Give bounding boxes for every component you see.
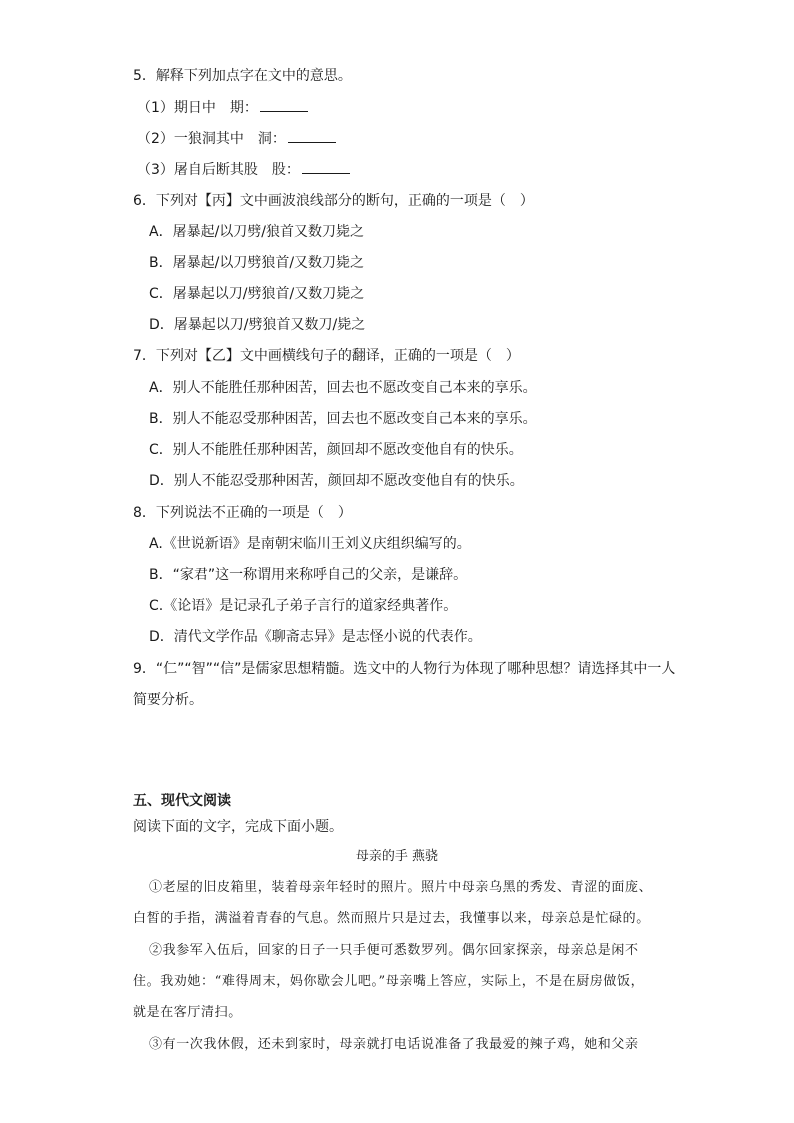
section-heading: 五、现代文阅读: [133, 793, 231, 809]
question-8-stem: 8．下列说法不正确的一项是（ ）: [133, 505, 352, 521]
item-label: （2）一狼洞其中 洞：: [137, 131, 286, 147]
question-6-option-c[interactable]: C．屠暴起以刀/劈狼首/又数刀毙之: [149, 286, 365, 302]
item-label: （3）屠自后断其股 股：: [137, 162, 300, 178]
question-7-option-d[interactable]: D．别人不能忍受那种困苦，颜回却不愿改变他自有的快乐。: [149, 473, 524, 489]
question-8-option-d[interactable]: D．清代文学作品《聊斋志异》是志怪小说的代表作。: [149, 629, 482, 645]
passage-line-3: ②我参军入伍后，回家的日子一只手便可悉数罗列。偶尔回家探亲，母亲总是闲不: [149, 943, 639, 958]
question-6-option-b[interactable]: B．屠暴起/以刀劈狼首/又数刀毙之: [149, 255, 365, 271]
question-8-option-b[interactable]: B．“家君”这一称谓用来称呼自己的父亲，是谦辞。: [149, 567, 468, 583]
passage-line-1: ①老屋的旧皮箱里，装着母亲年轻时的照片。照片中母亲乌黑的秀发、青涩的面庞、: [149, 880, 653, 895]
item-label: （1）期日中 期：: [137, 100, 258, 116]
passage-line-5: 就是在客厅清扫。: [133, 1005, 242, 1020]
question-8-option-c[interactable]: C.《论语》是记录孔子弟子言行的道家经典著作。: [149, 598, 458, 614]
question-9-stem-line-2: 简要分析。: [133, 692, 203, 708]
question-6-stem: 6．下列对【丙】文中画波浪线部分的断句，正确的一项是（ ）: [133, 193, 534, 209]
passage-line-2: 白皙的手指，满溢着青春的气息。然而照片只是过去，我懂事以来，母亲总是忙碌的。: [133, 911, 650, 926]
answer-blank[interactable]: [302, 161, 350, 174]
question-7-option-b[interactable]: B．别人不能忍受那种困苦，回去也不愿改变自己本来的享乐。: [149, 411, 537, 427]
question-7-stem: 7．下列对【乙】文中画横线句子的翻译，正确的一项是（ ）: [133, 348, 520, 364]
question-5-stem: 5．解释下列加点字在文中的意思。: [133, 68, 352, 84]
question-5-item-1: [137, 99, 308, 117]
section-instruction: 阅读下面的文字，完成下面小题。: [133, 819, 343, 835]
passage-title: 母亲的手 燕骁: [355, 849, 439, 864]
question-5-item-3: [137, 161, 350, 179]
answer-blank[interactable]: [260, 99, 308, 112]
question-6-option-d[interactable]: D．屠暴起以刀/劈狼首又数刀/毙之: [149, 317, 366, 333]
passage-line-6: ③有一次我休假，还未到家时，母亲就打电话说准备了我最爱的辣子鸡，她和父亲: [149, 1037, 639, 1052]
question-5-item-2: [137, 130, 336, 148]
question-9-stem-line-1: 9．“仁”“智”“信”是儒家思想精髓。选文中的人物行为体现了哪种思想？请选择其中一人: [133, 661, 676, 677]
question-8-option-a[interactable]: A.《世说新语》是南朝宋临川王刘义庆组织编写的。: [149, 536, 471, 552]
passage-line-4: 住。我劝她：“难得周末，妈你歇会儿吧。”母亲嘴上答应，实际上，不是在厨房做饭，: [133, 974, 645, 989]
answer-blank[interactable]: [288, 130, 336, 143]
question-6-option-a[interactable]: A．屠暴起/以刀劈/狼首又数刀毙之: [149, 224, 365, 240]
question-7-option-c[interactable]: C．别人不能胜任那种困苦，颜回却不愿改变他自有的快乐。: [149, 442, 523, 458]
question-7-option-a[interactable]: A．别人不能胜任那种困苦，回去也不愿改变自己本来的享乐。: [149, 380, 537, 396]
